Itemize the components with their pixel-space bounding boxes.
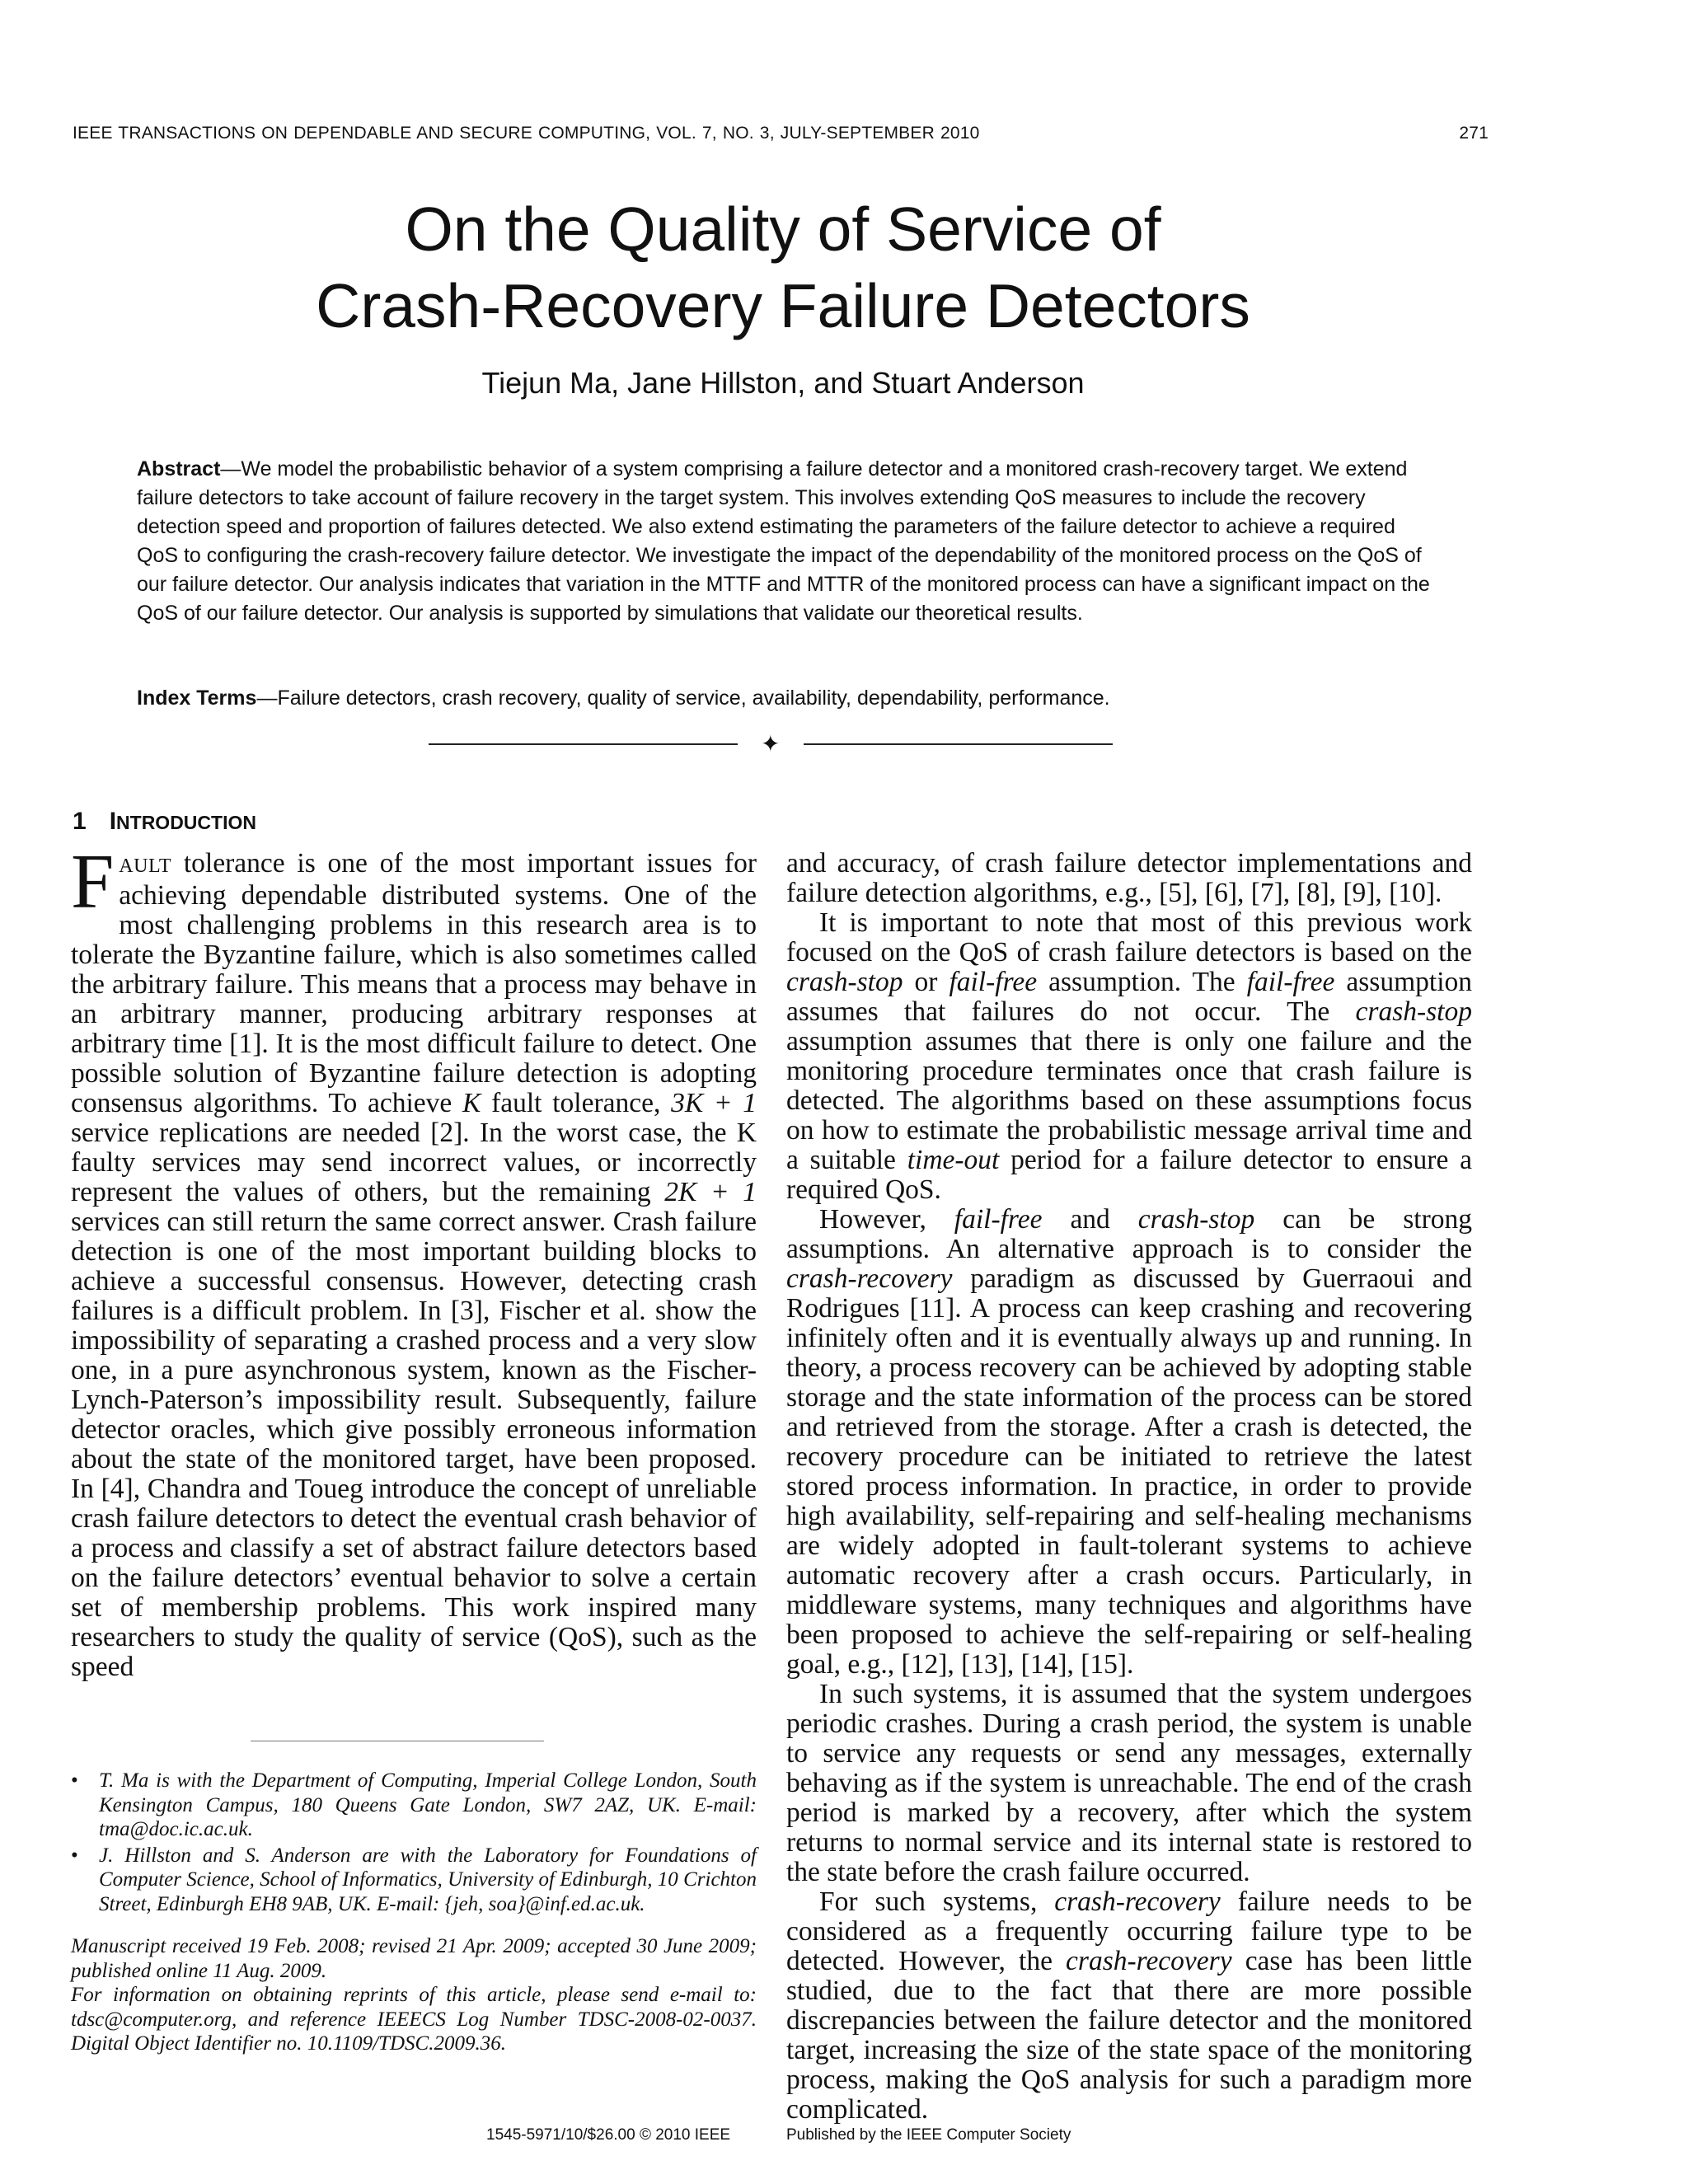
italic-term: time-out bbox=[907, 1145, 1000, 1175]
diamond-icon: ✦ bbox=[761, 731, 781, 757]
affiliation-item bbox=[71, 1844, 757, 1917]
reprint-info: For information on obtaining reprints of this article, please send e-mail to: tdsc@computer.org, and reference IEEECS Log Number TDSC-2008-02-0037. Digital Object Identifier no. 10.1109/TDSC.2009.36. bbox=[71, 1984, 757, 2055]
italic-term: crash-recovery bbox=[1066, 1946, 1232, 1976]
math-3k-plus-1: 3K + 1 bbox=[671, 1088, 757, 1118]
page-number: 271 bbox=[1459, 124, 1489, 143]
paragraph-assumptions bbox=[786, 908, 1472, 1205]
affiliation-text: J. Hillston and S. Anderson are with the Laboratory for Foundations of Computer Science, School of Informatics, University of Edinburgh, 10 Crichton Street, Edinburgh EH8 9AB, UK. E-mail: {jeh, soa}@inf.ed.ac.uk. bbox=[99, 1844, 757, 1915]
text-run: case has been little studied, due to the fact that there are more possible discrepancies between the failure detector and the monitored target, increasing the size of the state space of the monitoring process, making the QoS analysis for such a paradigm more complicated. bbox=[786, 1946, 1472, 2125]
italic-term: crash-recovery bbox=[1054, 1886, 1221, 1917]
paper-title bbox=[0, 191, 1566, 344]
separator-line-right bbox=[804, 743, 1113, 745]
index-terms-text: —Failure detectors, crash recovery, quality of service, availability, dependability, performance. bbox=[256, 687, 1110, 710]
italic-term: fail-free bbox=[954, 1204, 1043, 1235]
math-k: K bbox=[462, 1088, 481, 1118]
manuscript-dates: Manuscript received 19 Feb. 2008; revised 21 Apr. 2009; accepted 30 June 2009; published online 11 Aug. 2009. bbox=[71, 1935, 757, 1982]
text-run: failure needs to be considered as a frequently occurring failure type to be detected. However, the bbox=[786, 1886, 1472, 1976]
paragraph-continuation: and accuracy, of crash failure detector implementations and failure detection algorithms, e.g., [5], [6], [7], [8], [9], [10]. bbox=[786, 848, 1472, 908]
paragraph-periodic-crashes: In such systems, it is assumed that the system undergoes periodic crashes. During a crash period, the system is unable to service any requests or send any messages, externally behaving as if the system is unreachable. The end of the crash period is marked by a recovery, after which the system returns to normal service and its internal state is restored to the state before the crash failure occurred. bbox=[786, 1679, 1472, 1887]
text-run: or bbox=[903, 967, 950, 997]
text-run: period for a failure detector to ensure a required QoS. bbox=[786, 1145, 1472, 1205]
drop-cap: F bbox=[71, 839, 115, 925]
publisher-line: Published by the IEEE Computer Society bbox=[786, 2126, 1071, 2144]
italic-term: fail-free bbox=[949, 967, 1038, 997]
section-heading bbox=[73, 808, 256, 836]
intro-paragraph-1 bbox=[71, 839, 757, 1682]
text-run: services can still return the same correct answer. Crash failure detection is one of the most important building blocks to achieve a successful consensus. However, detecting crash failures is a difficult problem. In [3], Fischer et al. show the impossibility of separating a crashed process and a very slow one, in a pure asynchronous system, known as the Fischer-Lynch-Paterson’s impossibility result. Subsequently, failure detector oracles, which give possibly erroneous information about the state of the monitored target, have been proposed. In [4], Chandra and Toueg introduce the concept of unreliable crash failure detectors to detect the eventual crash behavior of a process and classify a set of abstract failure detectors based on the failure detectors’ eventual behavior to solve a certain set of membership problems. This work inspired many researchers to study the quality of service (QoS), such as the speed bbox=[71, 1207, 757, 1682]
abstract-text: —We model the probabilistic behavior of a system comprising a failure detector and a monitored crash-recovery target. We extend failure detectors to take account of failure recovery in the target system. This involves extending QoS measures to include the recovery detection speed and proportion of failures detected. We also extend estimating the parameters of the failure detector to achieve a required QoS to configuring the crash-recovery failure detector. We investigate the impact of the dependability of the monitored process on the QoS of our failure detector. Our analysis indicates that variation in the MTTF and MTTR of the monitored process can have a significant impact on the QoS of our failure detector. Our analysis is supported by simulations that validate our theoretical results. bbox=[137, 457, 1430, 625]
text-run: fault tolerance, bbox=[481, 1088, 672, 1118]
paragraph-qos-analysis bbox=[786, 1887, 1472, 2125]
index-terms bbox=[137, 684, 1434, 713]
italic-term: crash-recovery bbox=[786, 1263, 953, 1294]
section-title-initial: I bbox=[109, 808, 117, 835]
text-run: service replications are needed [2]. In the worst case, the K faulty services may send incorrect values, or incorrectly represent the values of others, but the remaining bbox=[71, 1118, 757, 1207]
affiliation-item bbox=[71, 1769, 757, 1842]
title-line-2: Crash-Recovery Failure Detectors bbox=[316, 271, 1250, 340]
left-column bbox=[71, 839, 757, 1682]
index-terms-label: Index Terms bbox=[137, 687, 257, 710]
separator-line-left bbox=[429, 743, 738, 745]
running-head bbox=[73, 124, 1489, 152]
bullet-icon: • bbox=[71, 1769, 78, 1792]
text-run: assumption assumes that failures do not occur. The bbox=[786, 967, 1473, 1027]
italic-term: crash-stop bbox=[1355, 996, 1472, 1027]
text-run: can be strong assumptions. An alternative approach is to consider the bbox=[786, 1204, 1473, 1264]
section-number: 1 bbox=[73, 808, 87, 835]
smallcaps-word: AULT bbox=[119, 855, 172, 877]
right-column bbox=[786, 849, 1472, 2125]
footnotes bbox=[71, 1769, 757, 2056]
affiliation-list bbox=[71, 1769, 757, 1916]
section-separator bbox=[429, 732, 1113, 757]
paragraph-crash-recovery bbox=[786, 1205, 1472, 1680]
affiliation-text: T. Ma is with the Department of Computing, Imperial College London, South Kensington Campus, 180 Queens Gate London, SW7 2AZ, UK. E-mail: tma@doc.ic.ac.uk. bbox=[99, 1769, 757, 1840]
title-line-1: On the Quality of Service of bbox=[405, 194, 1161, 264]
text-run: It is important to note that most of this previous work focused on the QoS of crash failure detectors is based on the bbox=[786, 907, 1472, 968]
italic-term: crash-stop bbox=[1137, 1204, 1255, 1235]
text-run: For such systems, bbox=[819, 1886, 1055, 1917]
text-run: paradigm as discussed by Guerraoui and Rodrigues [11]. A process can keep crashing and recovering infinitely often and it is eventually always up and running. In theory, a process recovery can be achieved by adopting stable storage and the state information of the process can be stored and retrieved from the storage. After a crash is detected, the recovery procedure can be initiated to retrieve the latest stored process information. In practice, in order to provide high availability, self-repairing and self-healing mechanisms are widely adopted in fault-tolerant systems to achieve automatic recovery after a crash occurs. Particularly, in middleware systems, many techniques and algorithms have been proposed to achieve the self-repairing or self-healing goal, e.g., [12], [13], [14], [15]. bbox=[786, 1263, 1472, 1680]
text-run: assumption. The bbox=[1037, 967, 1247, 997]
text-run: assumption assumes that there is only one failure and the monitoring procedure terminates once that crash failure is detected. The algorithms based on these assumptions focus on how to estimate the probabilistic message arrival time and a suitable bbox=[786, 1026, 1472, 1175]
bullet-icon: • bbox=[71, 1844, 78, 1867]
abstract-label: Abstract bbox=[137, 457, 221, 480]
copyright-line: 1545-5971/10/$26.00 © 2010 IEEE bbox=[486, 2126, 731, 2144]
text-run: tolerance is one of the most important issues for achieving dependable distributed systems. One of the most challenging problems in this research area is to tolerate the Byzantine failure, which is also sometimes called the arbitrary failure. This means that a process may behave in an arbitrary manner, producing arbitrary responses at arbitrary time [1]. It is the most difficult failure to detect. One possible solution of Byzantine failure detection is adopting consensus algorithms. To achieve bbox=[71, 848, 757, 1118]
italic-term: crash-stop bbox=[786, 967, 903, 997]
text-run: However, bbox=[819, 1204, 954, 1235]
author-list: Tiejun Ma, Jane Hillston, and Stuart Anderson bbox=[481, 366, 1085, 400]
math-2k-plus-1: 2K + 1 bbox=[664, 1177, 757, 1207]
journal-header: IEEE TRANSACTIONS ON DEPENDABLE AND SECURE COMPUTING, VOL. 7, NO. 3, JULY-SEPTEMBER 2010 bbox=[73, 124, 980, 143]
section-title-rest: NTRODUCTION bbox=[116, 812, 256, 833]
abstract bbox=[137, 455, 1434, 628]
italic-term: fail-free bbox=[1246, 967, 1335, 997]
text-run: and bbox=[1042, 1204, 1138, 1235]
